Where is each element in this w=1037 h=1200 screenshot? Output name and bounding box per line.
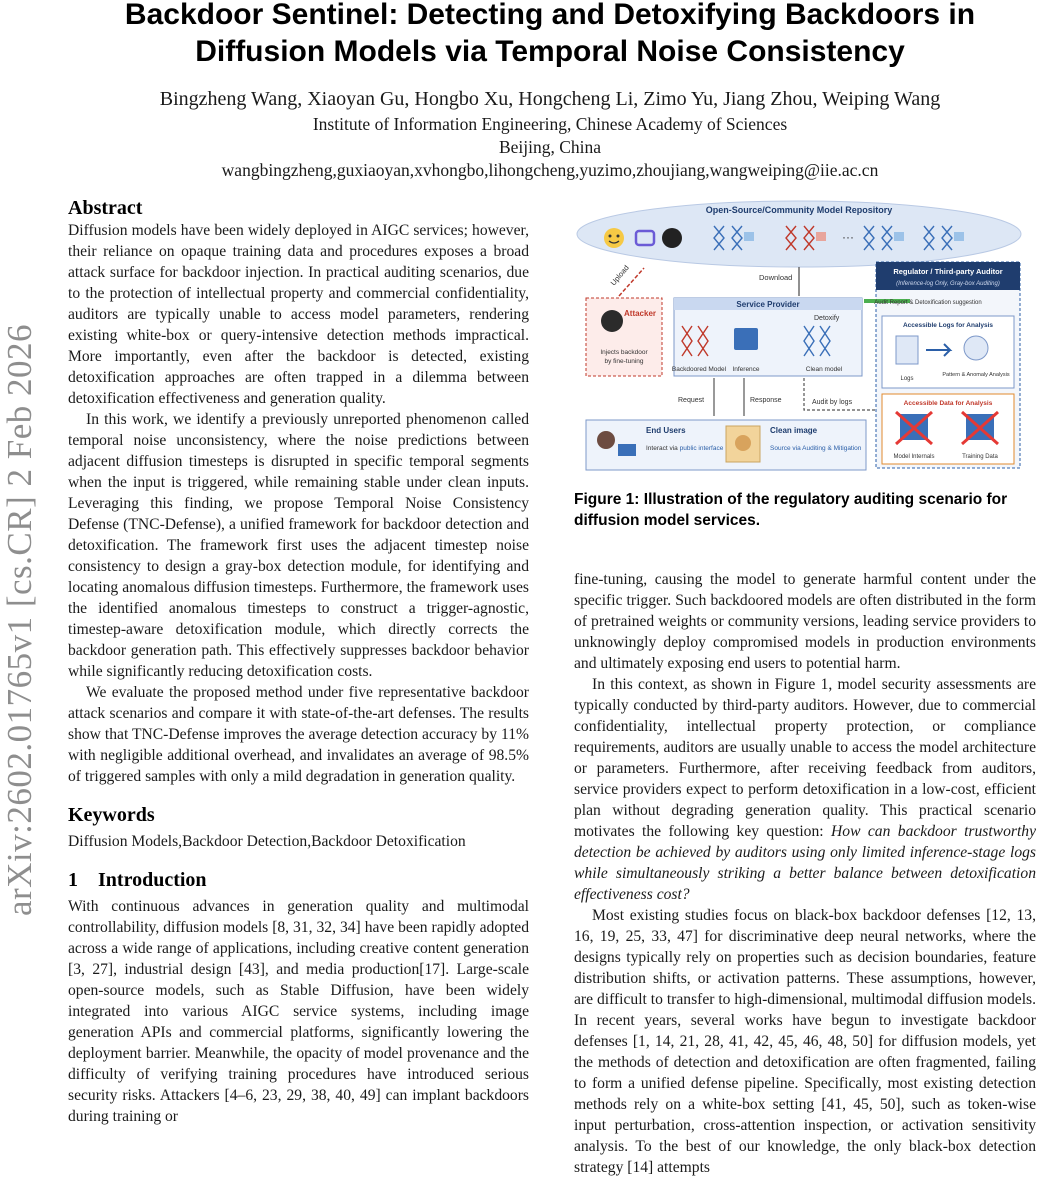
attacker-icon [601,310,623,332]
repo-label: Open-Source/Community Model Repository [705,205,893,215]
attacker-note: Injects backdoor by fine-tuning [600,349,648,365]
interact-label: Interact via public interface [646,445,724,452]
section-number: 1 [68,869,78,891]
response-label: Response [750,397,782,404]
paper-title [60,0,1037,70]
inference-icon [734,328,758,350]
backdoored-model-label: Backdoored Model [671,366,727,373]
user-icon [597,431,615,449]
abstract-paragraph-1: Diffusion models have been widely deployed in AIGC services; however, their reliance on opaque training data and procedures exposes a broad attack surface for backdoor injection. In practical auditing scenarios, due to the protection of intellectual property and commercial confidentiality, auditors are typically unable to access model parameters, rendering existing white-box or query-intensive detection methods impractical. More importantly, even after the backdoor is detected, existing detoxification approaches are often trapped in a dilemma between detoxification effectiveness and generation quality. [68,222,529,407]
auditor-title: Regulator / Third-party Auditor [893,267,1003,276]
pattern-label: Pattern & Anomaly Analysis [942,372,1010,378]
logs-box-title: Accessible Logs for Analysis [902,322,994,329]
location: Beijing, China [498,137,602,157]
abstract-paragraph-3: We evaluate the proposed method under five representative backdoor attack scenarios and compare it with state-of-the-art defenses. The results show that TNC-Defense improves the average detection accuracy by 11% with negligible additional overhead, and invalidates an average of 98.5% of triggered samples with only a mild degradation in generation quality. [68,684,529,785]
section-heading-introduction [68,868,529,892]
upload-label: Upload [608,263,631,288]
request-label: Request [678,397,705,404]
svg-text:···: ··· [842,230,854,244]
abstract-paragraph-2: In this work, we identify a previously unreported phenomenon called temporal noise unconsistency, where the noise predictions between adjacent diffusion timesteps is disrupted in specific temporal segments when the input is triggered, while remaining stable under clean inputs. Leveraging this finding, we propose Temporal Noise Consistency Defense (TNC-Defense), a unified framework for backdoor detection and detoxification. The framework first uses the adjacent timestep noise consistency to design a gray-box detection module, for identifying and locating anomalous diffusion timesteps. Furthermore, the framework uses the identified anomalous timesteps to construct a trigger-agnostic, timestep-aware detoxification module, which directly corrects the backdoor generation path. This effectively suppresses backdoor behavior while significantly reducing detoxification costs. [68,411,529,680]
training-data-label: Training Data [962,454,998,460]
audit-report-label: Audit Report & Detoxification suggestion [874,300,982,306]
audit-by-logs-label: Audit by logs [812,399,853,406]
keywords-text: Diffusion Models,Backdoor Detection,Backdoor Detoxification [68,833,466,850]
service-provider-label: Service Provider [736,300,800,309]
clean-image-label: Clean image [770,426,818,435]
inference-label: Inference [732,366,760,373]
model-internals-label: Model Internals [893,454,935,460]
key-question: How can backdoor trustworthy detection be achieved by auditors using only limited inference-stage logs while simultaneously striking a better balance between detoxification effectiveness cost? [574,823,1036,903]
data-box-title: Accessible Data for Analysis [903,400,993,407]
auditor-subtitle: (Inference-log Only, Gray-box Auditing) [896,281,1000,287]
clean-model-label: Clean model [805,366,843,373]
figure-1 [574,196,1036,481]
source-label: Source via Auditing & Mitigation [770,445,862,452]
hugging-face-icon [604,228,624,248]
right-column [574,196,1036,1178]
title-line-1: Backdoor Sentinel: Detecting and Detoxifying Backdoors in [124,0,976,31]
author-list: Bingzheng Wang, Xiaoyan Gu, Hongbo Xu, Hongcheng Li, Zimo Yu, Jiang Zhou, Weiping Wang [159,88,941,110]
title-line-2: Diffusion Models via Temporal Noise Consistency [195,35,905,68]
keywords-heading: Keywords [68,804,155,826]
download-label: Download [759,273,793,282]
email-list: wangbingzheng,guxiaoyan,xvhongbo,lihongcheng,yuzimo,zhoujiang,wangweiping@iie.ac.cn [221,160,879,180]
logs-icon [896,336,918,364]
affiliation: Institute of Information Engineering, Chinese Academy of Sciences [312,114,788,134]
abstract-heading: Abstract [68,197,143,219]
intro-paragraph-1: With continuous advances in generation quality and multimodal controllability, diffusion models [8, 31, 32, 34] have been rapidly adopted across a wide range of applications, including creative content generation [3, 27], industrial design [43], and media production[17]. Large-scale open-source models, such as Stable Diffusion, have been widely integrated into various AIGC service systems, including image generation APIs and commercial platforms, significantly lowering the deployment barrier. Meanwhile, the opacity of model provenance and the difficulty of verifying training procedures have introduced serious security risks. Attackers [4–6, 23, 29, 38, 40, 49] can implant backdoors during training or [68,898,529,1125]
left-column [68,196,529,1127]
logs-label: Logs [900,376,914,382]
detoxify-label: Detoxify [814,315,840,322]
figure-1-diagram [574,196,1036,481]
figure-1-caption: Figure 1: Illustration of the regulatory auditing scenario for diffusion model services. [574,491,1008,529]
end-users-label: End Users [646,426,686,435]
section-title: Introduction [98,869,207,891]
right-paragraph-3: Most existing studies focus on black-box backdoor defenses [12, 13, 16, 19, 25, 33, 47] for discriminative deep neural networks, where the designs typically rely on properties such as decision boundaries, feature distribution shifts, or activation patterns. These assumptions, however, are difficult to transfer to high-dimensional, multimodal diffusion models. In recent years, several works have begun to investigate backdoor defenses [1, 14, 21, 28, 41, 42, 45, 46, 48, 50] for diffusion models, yet the methods of detection and detoxification are often fragmented, failing to form a unified defense pipeline. Specifically, most existing detection methods rely on a white-box setting [41, 45, 50], such as token-wise input perturbation, cross-attention inspection, or activation sensitivity analysis. To the best of our knowledge, the only black-box detection strategy [14] attempts [574,907,1036,1176]
pattern-icon [964,336,988,360]
attacker-label: Attacker [624,309,657,318]
github-icon [662,228,682,248]
arxiv-identifier: arXiv:2602.01765v1 [cs.CR] 2 Feb 2026 [0,323,39,917]
right-paragraph-1: fine-tuning, causing the model to generate harmful content under the specific trigger. Such backdoored models are often distributed in the form of pretrained weights or community versions, leading service providers to unknowingly deploy compromised models in production environments and ultimately exposing end users to potential harm. [574,571,1036,672]
right-paragraph-2: In this context, as shown in Figure 1, model security assessments are typically conducted by third-party auditors. However, due to commercial confidentiality, intellectual property protection, or compliance requirements, auditors are usually unable to access the model architecture or parameters. Furthermore, after receiving feedback from auditors, service providers expect to perform detoxification in a low-cost, efficient plan without degrading generation quality. This practical scenario motivates the following key question: How can backdoor trustworthy detection be achieved by auditors using only limited inference-stage logs while simultaneously striking a better balance between detoxification effectiveness cost? [574,676,1036,903]
